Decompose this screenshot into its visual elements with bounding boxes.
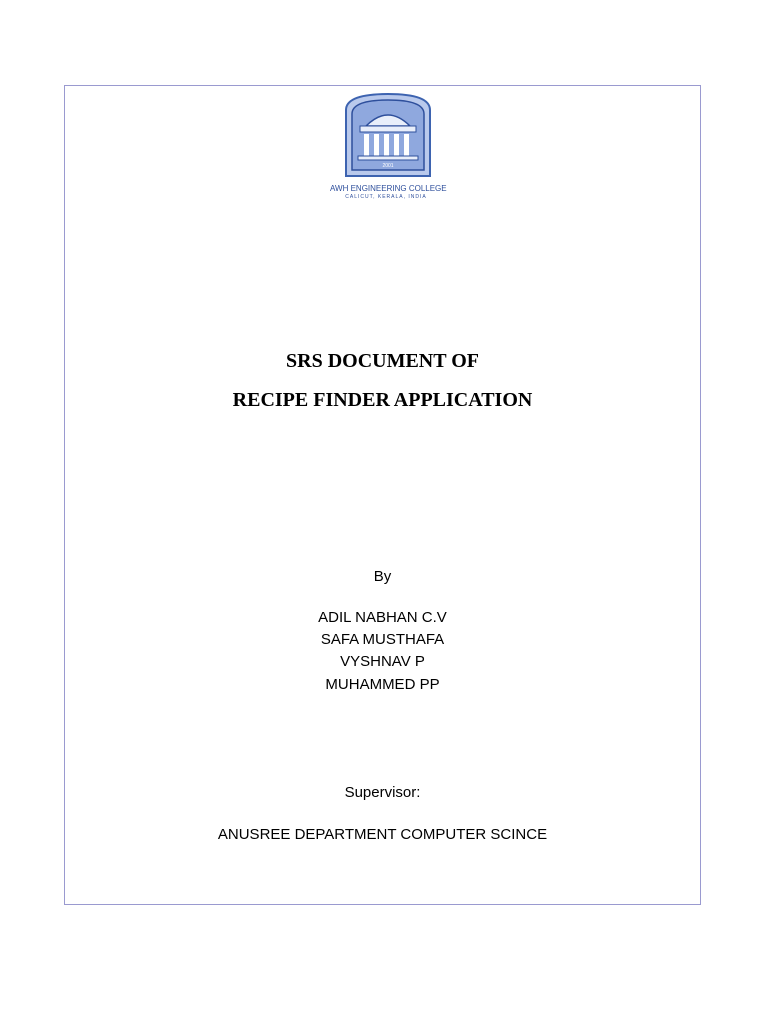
svg-text:2001: 2001 bbox=[382, 163, 394, 169]
author-name: SAFA MUSTHAFA bbox=[320, 631, 445, 648]
college-building-crest-icon bbox=[336, 90, 440, 186]
author-name: VYSHNAV P bbox=[340, 653, 425, 670]
author-name: MUHAMMED PP bbox=[325, 676, 440, 693]
author-name: ADIL NABHAN C.V bbox=[318, 609, 447, 626]
college-location: CALICUT, KERALA, INDIA bbox=[345, 194, 427, 200]
supervisor-label: Supervisor: bbox=[344, 784, 421, 801]
page-border bbox=[64, 85, 701, 905]
document-title-line-1: SRS DOCUMENT OF bbox=[286, 350, 479, 372]
supervisor-name: ANUSREE DEPARTMENT COMPUTER SCINCE bbox=[217, 826, 548, 843]
college-name: AWH ENGINEERING COLLEGE bbox=[330, 184, 447, 193]
by-label: By bbox=[373, 568, 392, 585]
document-title-line-2: RECIPE FINDER APPLICATION bbox=[232, 389, 533, 411]
